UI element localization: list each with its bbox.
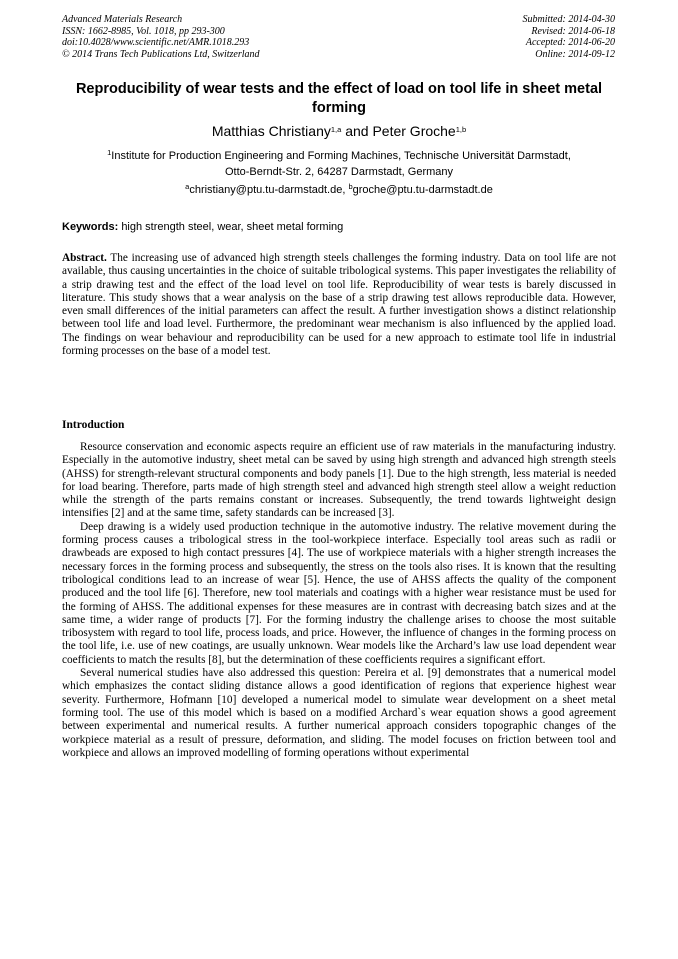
paragraph: Several numerical studies have also addressed this question: Pereira et al. [9] demonstrates that a numerical model which emphasizes the contact sliding distance allows a good identification of regions that experience highest wear severity. Furthermore, Hofmann [10] developed a numerical model to simulate wear development on a sheet metal forming tool. The use of this model which is based on a modified Archard`s wear equation shows a good agreement between experimental and numerical results. A further numerical approach considers topographic changes of the workpiece material as a result of pressure, deformation, and sliding. The model focuses on friction between tool and workpiece and allows an improved modelling of forming operations without experimental <box>62 667 616 759</box>
section-heading: Introduction <box>62 419 125 431</box>
affiliation-line: Institute for Production Engineering and Forming Machines, Technische Universität Darmstadt, <box>111 150 571 162</box>
journal-info <box>62 14 260 60</box>
author-name: Matthias Christiany <box>211 123 331 139</box>
email-link[interactable]: groche@ptu.tu-darmstadt.de <box>352 184 493 196</box>
affiliation-mark: 1 <box>107 148 112 157</box>
publication-dates <box>523 14 616 60</box>
author-emails <box>62 183 616 198</box>
email-link[interactable]: christiany@ptu.tu-darmstadt.de, <box>189 184 346 196</box>
affiliation <box>62 149 616 179</box>
author-affiliation-mark: 1,a <box>330 125 342 134</box>
issn-line: ISSN: 1662-8985, Vol. 1018, pp 293-300 <box>62 25 225 37</box>
abstract-label: Abstract. <box>62 252 107 264</box>
online-date: Online: 2014-09-12 <box>535 48 615 60</box>
abstract <box>62 252 616 358</box>
keywords-label: Keywords: <box>62 221 119 233</box>
author-name: Peter Groche <box>372 123 456 139</box>
author-conjunction: and <box>341 123 373 139</box>
email-mark: a <box>185 182 190 191</box>
revised-date: Revised: 2014-06-18 <box>531 25 615 37</box>
keywords-text: high strength steel, wear, sheet metal forming <box>121 221 344 233</box>
doi-line: doi:10.4028/www.scientific.net/AMR.1018.293 <box>62 37 250 48</box>
accepted-date: Accepted: 2014-06-20 <box>525 37 615 48</box>
paragraph: Resource conservation and economic aspects require an efficient use of raw materials in the manufacturing industry. Especially in the automotive industry, sheet metal can be saved by using high strength and advanced high strength steels (AHSS) for strength-relevant structural components and body panels [1]. Due to the high strength, less material is needed for load bearing. Therefore, parts made of high strength steel and advanced high strength steel allow a weight reduction while the strength of the parts remains constant or increases. Subsequently, the trend towards lightweight design intensifies [2] and at the same time, safety standards can be increased [3]. <box>62 441 616 520</box>
keywords <box>62 220 616 234</box>
author-line <box>62 122 616 143</box>
affiliation-line: Otto-Berndt-Str. 2, 64287 Darmstadt, Germany <box>224 165 454 178</box>
paragraph: Deep drawing is a widely used production technique in the automotive industry. The relative movement during the forming process causes a tribological stress in the tool-workpiece interface. Especially tool areas such as radii or drawbeads are exposed to high contact pressures [4]. The use of workpiece materials with a higher strength increases the necessary forces in the forming process and subsequently, the stress on the tools also rises. It is known that the resulting tribological conditions lead to an increase of wear [5]. Hence, the use of AHSS affects the quality of the component produced and the tool life [6]. Therefore, new tool materials and coatings with a higher wear resistance must be used for the forming of AHSS. The additional expenses for these measures are in contrast with decreasing batch sizes and at the same time, a wider range of products [7]. For the forming industry the challenge arises to choose the most suitable tribosystem with regard to tool life, process loads, and price. However, the influence of changes in the forming process on the tool life, i.e. use of new coatings, are usually unknown. Wear models like the Archard’s law use load dependent wear coefficients to match the results [8], but the determination of these coefficients requires a significant effort. <box>62 520 616 666</box>
author-affiliation-mark: 1,b <box>455 125 467 134</box>
paper-title: Reproducibility of wear tests and the effect of load on tool life in sheet metal forming <box>75 81 603 116</box>
abstract-text: The increasing use of advanced high strength steels challenges the forming industry. Data on tool life are not available, thus causing uncertainties in the choice of suitable tribological systems. This paper investigates the reliability of a strip drawing test and the effect of the load level on tool life. Reproducibility of wear tests is barely discussed in literature. This study shows that a wear analysis on the base of a strip drawing test allows reproducible data. However, even small differences of the initial parameters can affect the result. A further investigation shows a distinct relationship between tool life and load level. Furthermore, the predominant wear mechanism is also influenced by the applied load. The findings on wear behaviour and reproducibility can be used for a new approach to estimate tool life in industrial forming processes on the base of a model test. <box>62 252 616 358</box>
email-mark: b <box>348 182 353 191</box>
journal-name: Advanced Materials Research <box>62 14 183 25</box>
introduction-body <box>62 441 616 760</box>
copyright-line: © 2014 Trans Tech Publications Ltd, Switzerland <box>62 48 260 60</box>
submitted-date: Submitted: 2014-04-30 <box>522 14 615 25</box>
